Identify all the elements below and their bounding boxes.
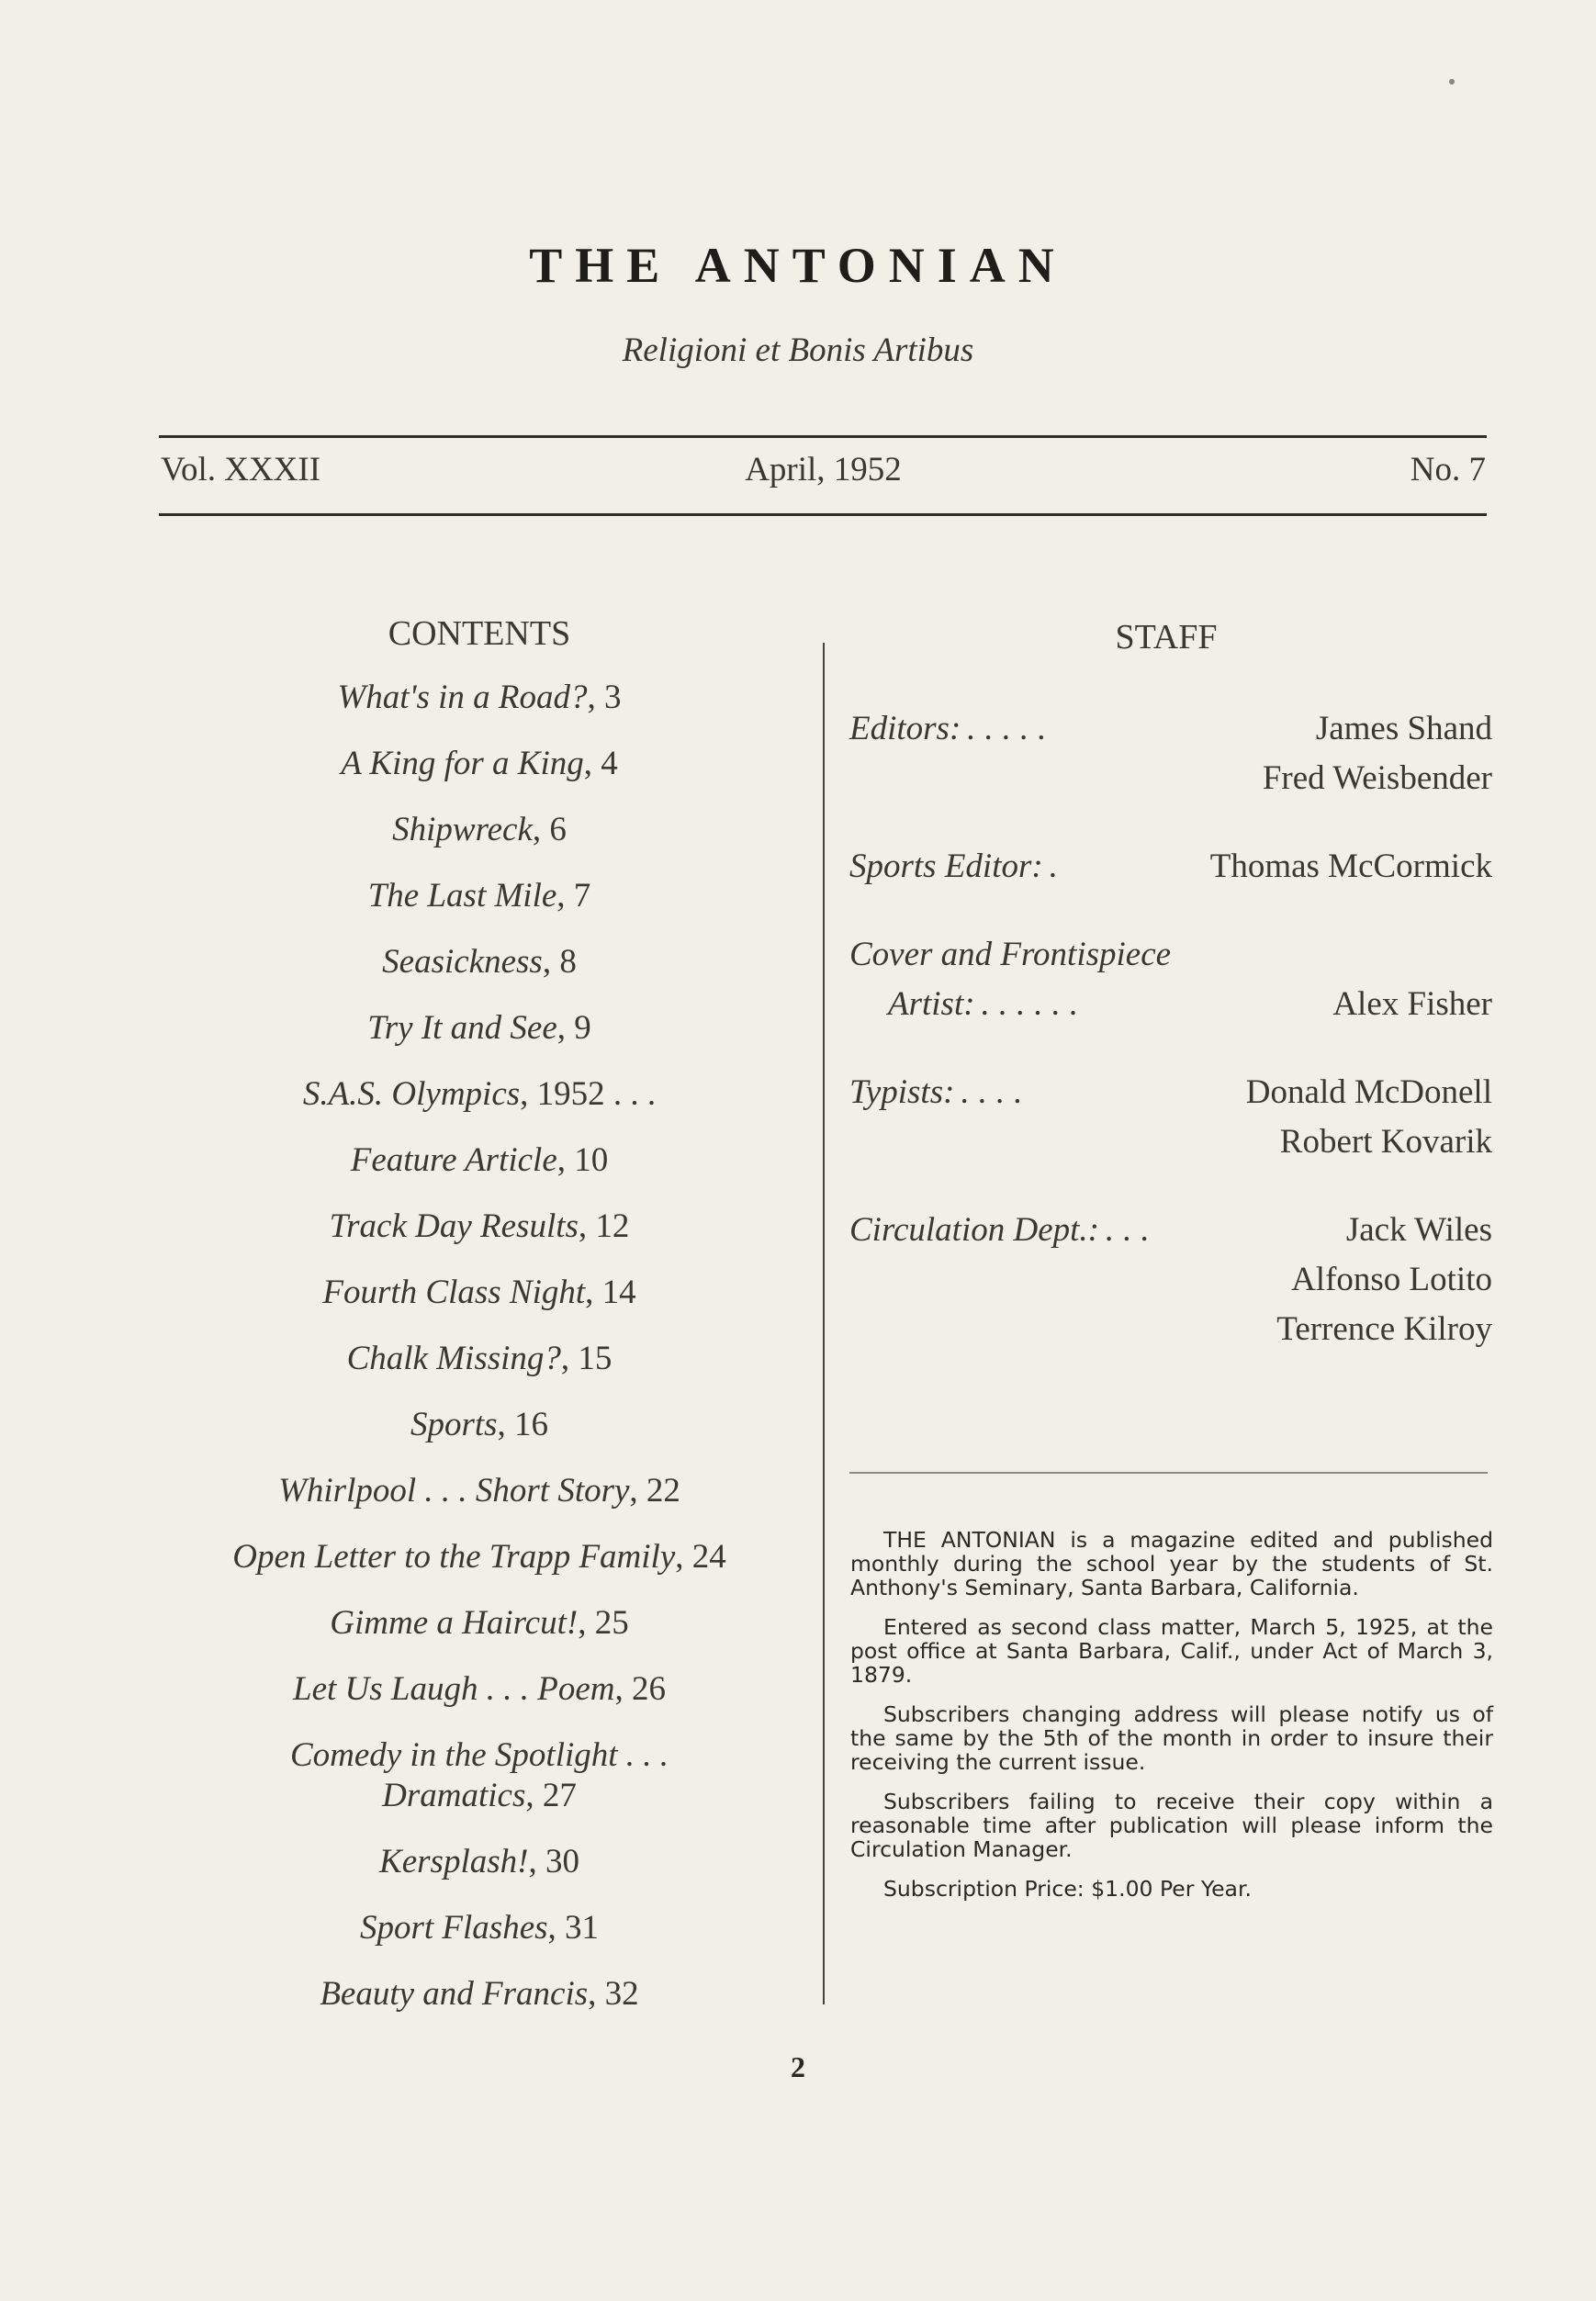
staff-row-sports: Sports Editor: . Thomas McCormick [849,847,1492,885]
publication-notices [850,1528,1493,1916]
staff-name: Alex Fisher [1332,985,1492,1023]
staff-name: Terrence Kilroy [1276,1310,1492,1348]
staff-row: Artist: ...... Alex Fisher [888,985,1492,1023]
contents-item: Open Letter to the Trapp Family, 24 [232,1538,726,1576]
contents-item: Sports, 16 [410,1406,549,1443]
staff-name: Thomas McCormick [1209,847,1492,885]
editors-label: Editors: [849,710,961,747]
staff-row-editors: Editors: ..... James Shand [849,710,1492,747]
staff-row [849,758,1492,808]
sports-editor-label: Sports Editor: [849,847,1043,885]
notice-rule [849,1472,1488,1474]
staff-row [849,1122,1492,1172]
contents-item: Fourth Class Night, 14 [322,1274,636,1311]
contents-item: Whirlpool . . . Short Story, 22 [278,1472,680,1510]
contents-item: Track Day Results, 12 [329,1207,630,1245]
contents-heading: CONTENTS [388,614,571,653]
issue-number: No. 7 [1410,451,1486,488]
contents-item: Feature Article, 10 [350,1141,609,1179]
notice-paragraph: Subscribers failing to receive their copy within a reasonable time after publication will please inform the Circulation Manager. [850,1789,1493,1862]
contents-item: Gimme a Haircut!, 25 [330,1604,629,1642]
staff-row-typists: Typists: .... Donald McDonell [849,1073,1492,1111]
staff-row [849,1260,1492,1309]
volume-label: Vol. XXXII [161,451,321,488]
typists-label: Typists: [849,1073,955,1111]
contents-item: Chalk Missing?, 15 [346,1340,613,1377]
speck-mark [1449,79,1455,84]
staff-row-cover [849,935,1492,984]
issue-date: April, 1952 [745,451,902,488]
staff-name: Alfonso Lotito [1291,1261,1492,1298]
staff-heading: STAFF [1115,618,1218,657]
contents-item: S.A.S. Olympics, 1952 . . . [302,1075,657,1113]
staff-name: James Shand [1315,710,1492,747]
contents-item: Seasickness, 8 [382,943,577,981]
contents-item: Comedy in the Spotlight . . . Dramatics, 27 [289,1736,669,1814]
subscription-price: Subscription Price: $1.00 Per Year. [883,1876,1252,1902]
masthead-motto: Religioni et Bonis Artibus [622,331,974,369]
staff-row-circulation: Circulation Dept.: ... Jack Wiles [849,1211,1492,1249]
masthead-title: THE ANTONIAN [529,238,1067,293]
staff-name: Donald McDonell [1245,1073,1492,1111]
contents-item: The Last Mile, 7 [367,877,591,915]
top-rule [159,435,1487,438]
staff-row [849,1309,1492,1359]
contents-item: Try It and See, 9 [367,1009,591,1047]
notice-paragraph: THE ANTONIAN is a magazine edited and published monthly during the school year by the students of St. Anthony's Seminary, Santa Barbara, California. [850,1527,1493,1600]
contents-list [159,678,800,2040]
staff-list [849,709,1492,1359]
column-divider [823,643,825,2004]
circulation-label: Circulation Dept.: [849,1211,1099,1249]
contents-item: A King for a King, 4 [341,745,618,782]
contents-item: Let Us Laugh . . . Poem, 26 [293,1670,666,1708]
contents-item: Sport Flashes, 31 [359,1909,600,1947]
contents-item: Beauty and Francis, 32 [320,1975,639,2013]
cover-label: Cover and Frontispiece [849,936,1172,973]
staff-name: Jack Wiles [1345,1211,1492,1249]
contents-item: Shipwreck, 6 [392,811,567,848]
contents-item: What's in a Road?, 3 [337,679,622,716]
contents-item: Kersplash!, 30 [379,1843,579,1880]
staff-name: Fred Weisbender [1262,759,1492,797]
notice-paragraph: Entered as second class matter, March 5, 1925, at the post office at Santa Barbara, Calif., under Act of March 3, 1879. [850,1614,1493,1688]
notice-paragraph: Subscribers changing address will please notify us of the same by the 5th of the month in order to insure their receiving the current issue. [850,1701,1493,1775]
page-number: 2 [791,2050,805,2083]
artist-label: Artist: [888,985,975,1023]
bottom-rule [159,513,1487,516]
staff-name: Robert Kovarik [1279,1123,1492,1161]
